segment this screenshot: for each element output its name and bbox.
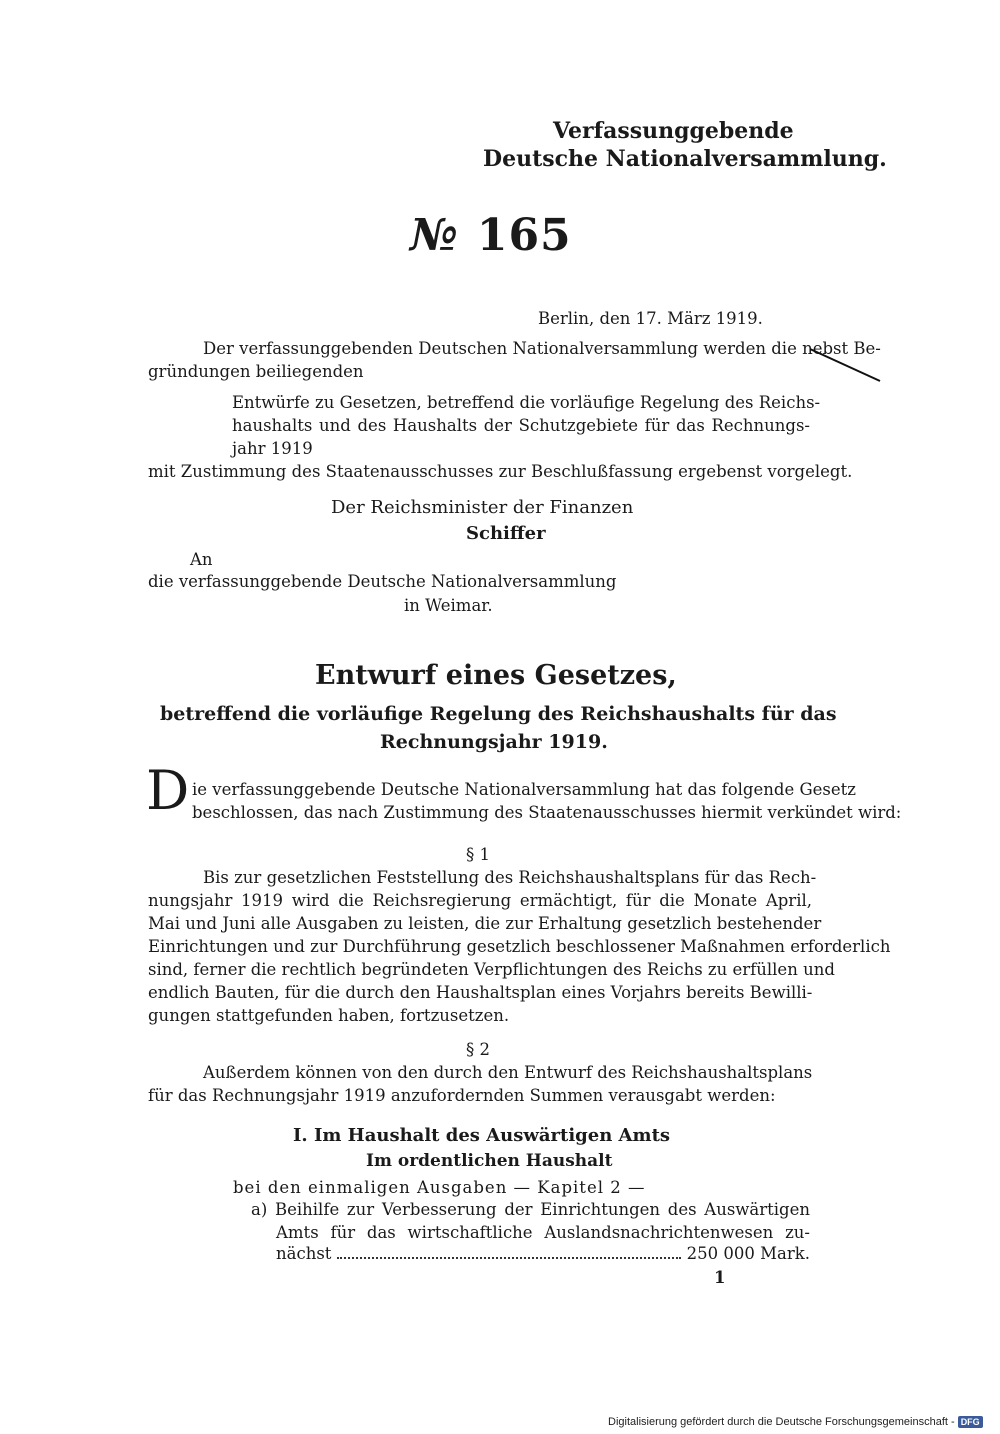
page-number: 1 (714, 1268, 726, 1287)
preamble-dropcap: D (146, 759, 190, 822)
intro-line-1: Der verfassunggebenden Deutschen Nationalversammlung werden die nebst Be- (203, 339, 881, 358)
date-line: Berlin, den 17. März 1919. (538, 309, 763, 328)
section-1-line-1: Bis zur gesetzlichen Feststellung des Reichshaushaltsplans für das Rech- (203, 868, 817, 887)
header-line-1: Verfassunggebende (553, 118, 794, 144)
address-recipient: die verfassunggebende Deutsche Nationalversammlung (148, 572, 617, 591)
header-line-2: Deutsche Nationalversammlung. (483, 146, 887, 172)
number-value: 165 (476, 210, 572, 261)
section-1-line-2: nungsjahr 1919 wird die Reichsregierung ermächtigt, für die Monate April, (148, 891, 812, 910)
intro-indent-line-1: Entwürfe zu Gesetzen, betreffend die vorläufige Regelung des Reichs- (232, 393, 821, 412)
address-to: An (190, 550, 213, 569)
section-1-line-3: Mai und Juni alle Ausgaben zu leisten, die zur Erhaltung gesetzlich bestehender (148, 914, 822, 933)
draft-subtitle-1: betreffend die vorläufige Regelung des Reichshaushalts für das (160, 703, 837, 725)
budget-heading: I. Im Haushalt des Auswärtigen Amts (293, 1125, 671, 1146)
intro-line-2: gründungen beiliegenden (148, 362, 364, 381)
section-2-line-1: Außerdem können von den durch den Entwurf des Reichshaushaltsplans (203, 1063, 813, 1082)
address-place: in Weimar. (404, 596, 493, 615)
budget-item-line-3 (276, 1244, 810, 1264)
intro-line-3: mit Zustimmung des Staatenausschusses zur Beschlußfassung ergebenst vorgelegt. (148, 462, 853, 481)
budget-item-line-2: Amts für das wirtschaftliche Auslandsnachrichtenwesen zu- (276, 1223, 810, 1242)
budget-item-label: nächst (276, 1244, 332, 1263)
footer (608, 1416, 983, 1428)
number-symbol: № (410, 210, 459, 261)
section-1-line-7: gungen stattgefunden haben, fortzusetzen. (148, 1006, 510, 1025)
section-1-line-4: Einrichtungen und zur Durchführung gesetzlich beschlossener Maßnahmen erforderlich (148, 937, 891, 956)
section-1-heading: § 1 (466, 845, 490, 864)
draft-subtitle-2: Rechnungsjahr 1919. (380, 731, 608, 753)
section-1-line-6: endlich Bauten, für die durch den Haushaltsplan eines Vorjahrs bereits Bewilli- (148, 983, 813, 1002)
budget-item-amount: 250 000 Mark. (686, 1244, 810, 1263)
section-1-line-5: sind, ferner die rechtlich begründeten Verpflichtungen des Reichs zu erfüllen und (148, 960, 835, 979)
section-2-line-2: für das Rechnungsjahr 1919 anzufordernden Summen verausgabt werden: (148, 1086, 776, 1105)
budget-subheading: Im ordentlichen Haushalt (366, 1151, 613, 1171)
signature-name: Schiffer (466, 523, 546, 544)
signature-title: Der Reichsminister der Finanzen (331, 497, 634, 518)
preamble-line-2: beschlossen, das nach Zustimmung des Staatenausschusses hiermit verkündet wird: (192, 803, 902, 822)
budget-chapter-line: bei den einmaligen Ausgaben — Kapitel 2 — (233, 1178, 646, 1197)
dfg-logo: DFG (958, 1416, 983, 1428)
intro-indent-line-2: haushalts und des Haushalts der Schutzgebiete für das Rechnungs- (232, 416, 810, 435)
intro-indent-line-3: jahr 1919 (232, 439, 313, 458)
budget-item-line-1: a) Beihilfe zur Verbesserung der Einrichtungen des Auswärtigen (251, 1200, 810, 1219)
dot-leader (337, 1257, 680, 1259)
pen-stroke-mark (808, 345, 884, 385)
draft-title: Entwurf eines Gesetzes, (315, 660, 677, 691)
footer-text: Digitalisierung gefördert durch die Deutsche Forschungsgemeinschaft - (608, 1416, 955, 1428)
document-number (410, 210, 572, 261)
section-2-heading: § 2 (466, 1040, 490, 1059)
preamble-line-1: ie verfassunggebende Deutsche Nationalversammlung hat das folgende Gesetz (192, 780, 856, 799)
